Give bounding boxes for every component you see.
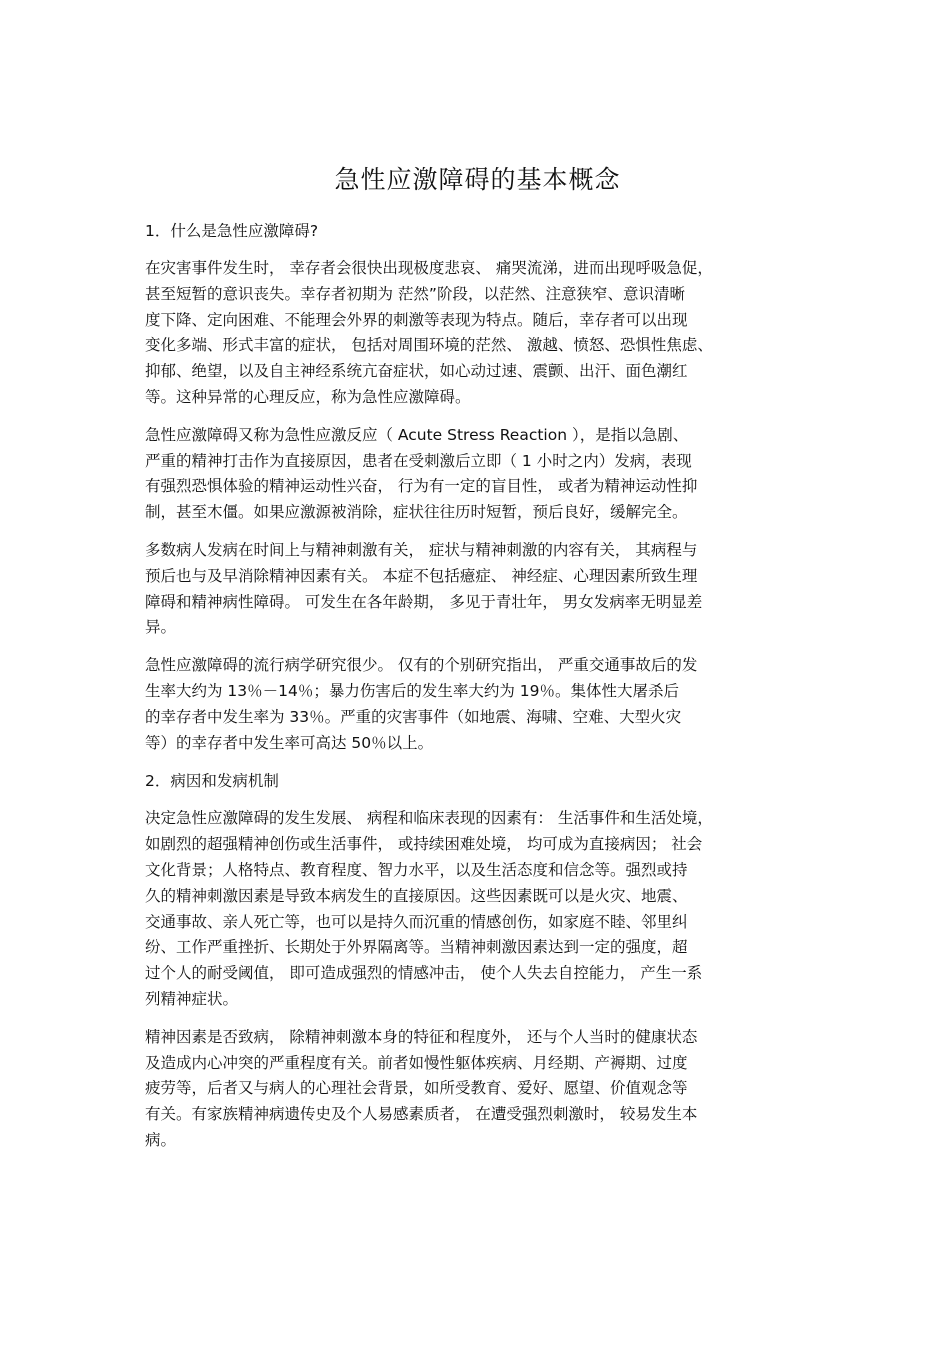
paragraph-line: 急性应激障碍的流行病学研究很少。 仅有的个别研究指出， 严重交通事故后的发 bbox=[145, 656, 698, 675]
paragraph bbox=[145, 256, 810, 411]
paragraph-line: 及造成内心冲突的严重程度有关。前者如慢性躯体疾病、月经期、产褥期、过度 bbox=[145, 1053, 688, 1072]
paragraph-line: 精神因素是否致病， 除精神刺激本身的特征和程度外， 还与个人当时的健康状态 bbox=[145, 1027, 698, 1046]
paragraph-line: 等。这种异常的心理反应，称为急性应激障碍。 bbox=[145, 387, 471, 406]
paragraph-line: 变化多端、形式丰富的症状， 包括对周围环境的茫然、 激越、愤怒、恐惧性焦虑、 bbox=[145, 336, 713, 355]
paragraph-line: 在灾害事件发生时， 幸存者会很快出现极度悲哀、 痛哭流涕，进而出现呼吸急促， bbox=[145, 259, 713, 277]
paragraph-line: 预后也与及早消除精神因素有关。 本症不包括癔症、 神经症、心理因素所致生理 bbox=[145, 566, 698, 585]
paragraph-line: 文化背景；人格特点、教育程度、智力水平，以及生活态度和信念等。强烈或持 bbox=[145, 860, 688, 879]
paragraph-line: 障碍和精神病性障碍。 可发生在各年龄期， 多见于青壮年， 男女发病率无明显差 bbox=[145, 592, 703, 611]
paragraph-line: 多数病人发病在时间上与精神刺激有关， 症状与精神刺激的内容有关， 其病程与 bbox=[145, 540, 698, 559]
section-heading: 1．什么是急性应激障碍? bbox=[145, 222, 319, 240]
paragraph-line: 有强烈恐惧体验的精神运动性兴奋， 行为有一定的盲目性， 或者为精神运动性抑 bbox=[145, 477, 698, 496]
paragraph-line: 异。 bbox=[145, 618, 177, 637]
paragraph bbox=[145, 1025, 810, 1154]
document-body bbox=[145, 218, 810, 1166]
paragraph-line: 严重的精神打击作为直接原因，患者在受刺激后立即（ 1 小时之内）发病，表现 bbox=[145, 451, 692, 470]
paragraph-line: 疲劳等，后者又与病人的心理社会背景，如所受教育、爱好、愿望、价值观念等 bbox=[145, 1079, 688, 1098]
paragraph-line: 制，甚至木僵。如果应激源被消除，症状往往历时短暂，预后良好，缓解完全。 bbox=[145, 503, 688, 522]
paragraph-line: 久的精神刺激因素是导致本病发生的直接原因。这些因素既可以是火灾、地震、 bbox=[145, 886, 688, 905]
paragraph-line: 等）的幸存者中发生率可高达 50％以上。 bbox=[145, 733, 434, 752]
section-heading: 2．病因和发病机制 bbox=[145, 772, 279, 791]
paragraph-line: 如剧烈的超强精神创伤或生活事件， 或持续困难处境， 均可成为直接病因； 社会 bbox=[145, 835, 703, 854]
paragraph-line: 交通事故、亲人死亡等，也可以是持久而沉重的情感创伤，如家庭不睦、邻里纠 bbox=[145, 912, 688, 931]
paragraph-line: 决定急性应激障碍的发生发展、 病程和临床表现的因素有： 生活事件和生活处境， bbox=[145, 809, 713, 828]
paragraph-line: 度下降、定向困难、不能理会外界的刺激等表现为特点。随后，幸存者可以出现 bbox=[145, 310, 688, 329]
paragraph-line: 病。 bbox=[145, 1130, 177, 1149]
paragraph-line: 过个人的耐受阈值， 即可造成强烈的情感冲击， 使个人失去自控能力， 产生一系 bbox=[145, 964, 703, 983]
paragraph-line: 有关。有家族精神病遗传史及个人易感素质者， 在遭受强烈刺激时， 较易发生本 bbox=[145, 1105, 698, 1124]
paragraph-line: 生率大约为 13％－14％；暴力伤害后的发生率大约为 19％。集体性大屠杀后 bbox=[145, 681, 680, 700]
paragraph bbox=[145, 806, 810, 1012]
paragraph-line: 急性应激障碍又称为急性应激反应（ Acute Stress Reaction ），是指以急剧、 bbox=[145, 425, 689, 444]
paragraph-line: 甚至短暂的意识丧失。幸存者初期为 茫然”阶段，以茫然、注意狭窄、意识清晰 bbox=[145, 284, 685, 303]
paragraph-line: 列精神症状。 bbox=[145, 989, 239, 1008]
paragraph bbox=[145, 538, 810, 641]
paragraph bbox=[145, 653, 810, 756]
document-title: 急性应激障碍的基本概念 bbox=[334, 165, 621, 194]
paragraph-line: 纷、工作严重挫折、长期处于外界隔离等。当精神刺激因素达到一定的强度，超 bbox=[145, 938, 688, 957]
paragraph-line: 的幸存者中发生率为 33％。严重的灾害事件（如地震、海啸、空难、大型火灾 bbox=[145, 707, 682, 726]
paragraph-line: 抑郁、绝望，以及自主神经系统亢奋症状，如心动过速、震颤、出汗、面色潮红 bbox=[145, 362, 688, 381]
paragraph bbox=[145, 423, 810, 526]
